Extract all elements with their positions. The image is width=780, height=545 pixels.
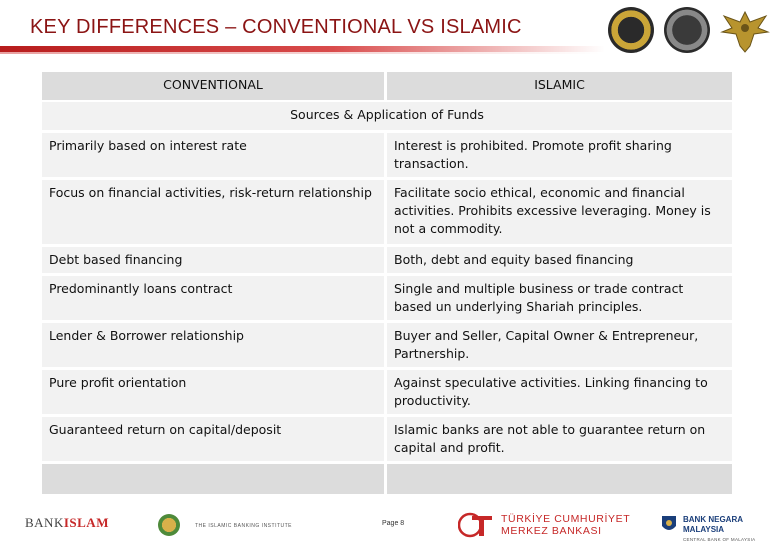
bnm-line-1: BANK NEGARA MALAYSIA — [683, 515, 743, 534]
tcmb-line-1: TÜRKİYE CUMHURİYET — [501, 513, 631, 525]
seal-logo-2-icon — [664, 7, 710, 53]
islamic-cell: Both, debt and equity based financing — [387, 247, 732, 276]
comparison-table — [42, 72, 732, 494]
tcmb-logo-icon — [458, 512, 494, 538]
column-header-islamic: ISLAMIC — [387, 72, 732, 102]
islamic-cell: Facilitate socio ethical, economic and financial activities. Prohibits excessive leveraging. Money is not a commodity. — [387, 180, 732, 247]
eagle-emblem-icon — [720, 6, 770, 54]
bnm-crest-icon — [660, 514, 678, 534]
title-underline-shadow — [0, 52, 600, 54]
empty-row — [42, 464, 732, 494]
conventional-cell: Pure profit orientation — [42, 370, 387, 417]
bank-islam-text-b: ISLAM — [63, 515, 109, 530]
table-row — [42, 276, 732, 323]
conventional-cell: Lender & Borrower relationship — [42, 323, 387, 370]
islamic-cell: Against speculative activities. Linking financing to productivity. — [387, 370, 732, 417]
section-subheader: Sources & Application of Funds — [42, 102, 732, 133]
tcmb-text — [501, 513, 630, 537]
conventional-cell: Predominantly loans contract — [42, 276, 387, 323]
bnm-logo-text — [683, 515, 780, 545]
column-header-conventional: CONVENTIONAL — [42, 72, 387, 102]
islamic-cell: Interest is prohibited. Promote profit sharing transaction. — [387, 133, 732, 180]
bnm-line-2: CENTRAL BANK OF MALAYSIA — [683, 537, 756, 542]
page-number: Page 8 — [382, 520, 405, 527]
table-row — [42, 370, 732, 417]
table-row — [42, 323, 732, 370]
islamic-cell: Single and multiple business or trade contract based un underlying Shariah principles. — [387, 276, 732, 323]
bank-islam-text-a: BANK — [25, 515, 64, 530]
footer-small-text: THE ISLAMIC BANKING INSTITUTE — [195, 523, 293, 529]
bank-islam-logo — [25, 515, 109, 531]
table-row — [42, 247, 732, 276]
empty-cell — [387, 464, 732, 494]
conventional-cell: Guaranteed return on capital/deposit — [42, 417, 387, 464]
empty-cell — [42, 464, 387, 494]
seal-logo-1-icon — [608, 7, 654, 53]
page-title: KEY DIFFERENCES – CONVENTIONAL VS ISLAMIC — [30, 16, 522, 38]
tcmb-line-2: MERKEZ BANKASI — [501, 525, 602, 537]
islamic-cell: Islamic banks are not able to guarantee return on capital and profit. — [387, 417, 732, 464]
islamic-cell: Buyer and Seller, Capital Owner & Entrepreneur, Partnership. — [387, 323, 732, 370]
table-subheader-row — [42, 102, 732, 133]
conventional-cell: Debt based financing — [42, 247, 387, 276]
conventional-cell: Focus on financial activities, risk-return relationship — [42, 180, 387, 247]
table-row — [42, 417, 732, 464]
conventional-cell: Primarily based on interest rate — [42, 133, 387, 180]
table-row — [42, 133, 732, 180]
table-row — [42, 180, 732, 247]
table-header-row — [42, 72, 732, 102]
crest-icon — [158, 514, 180, 536]
top-logos — [608, 6, 770, 54]
